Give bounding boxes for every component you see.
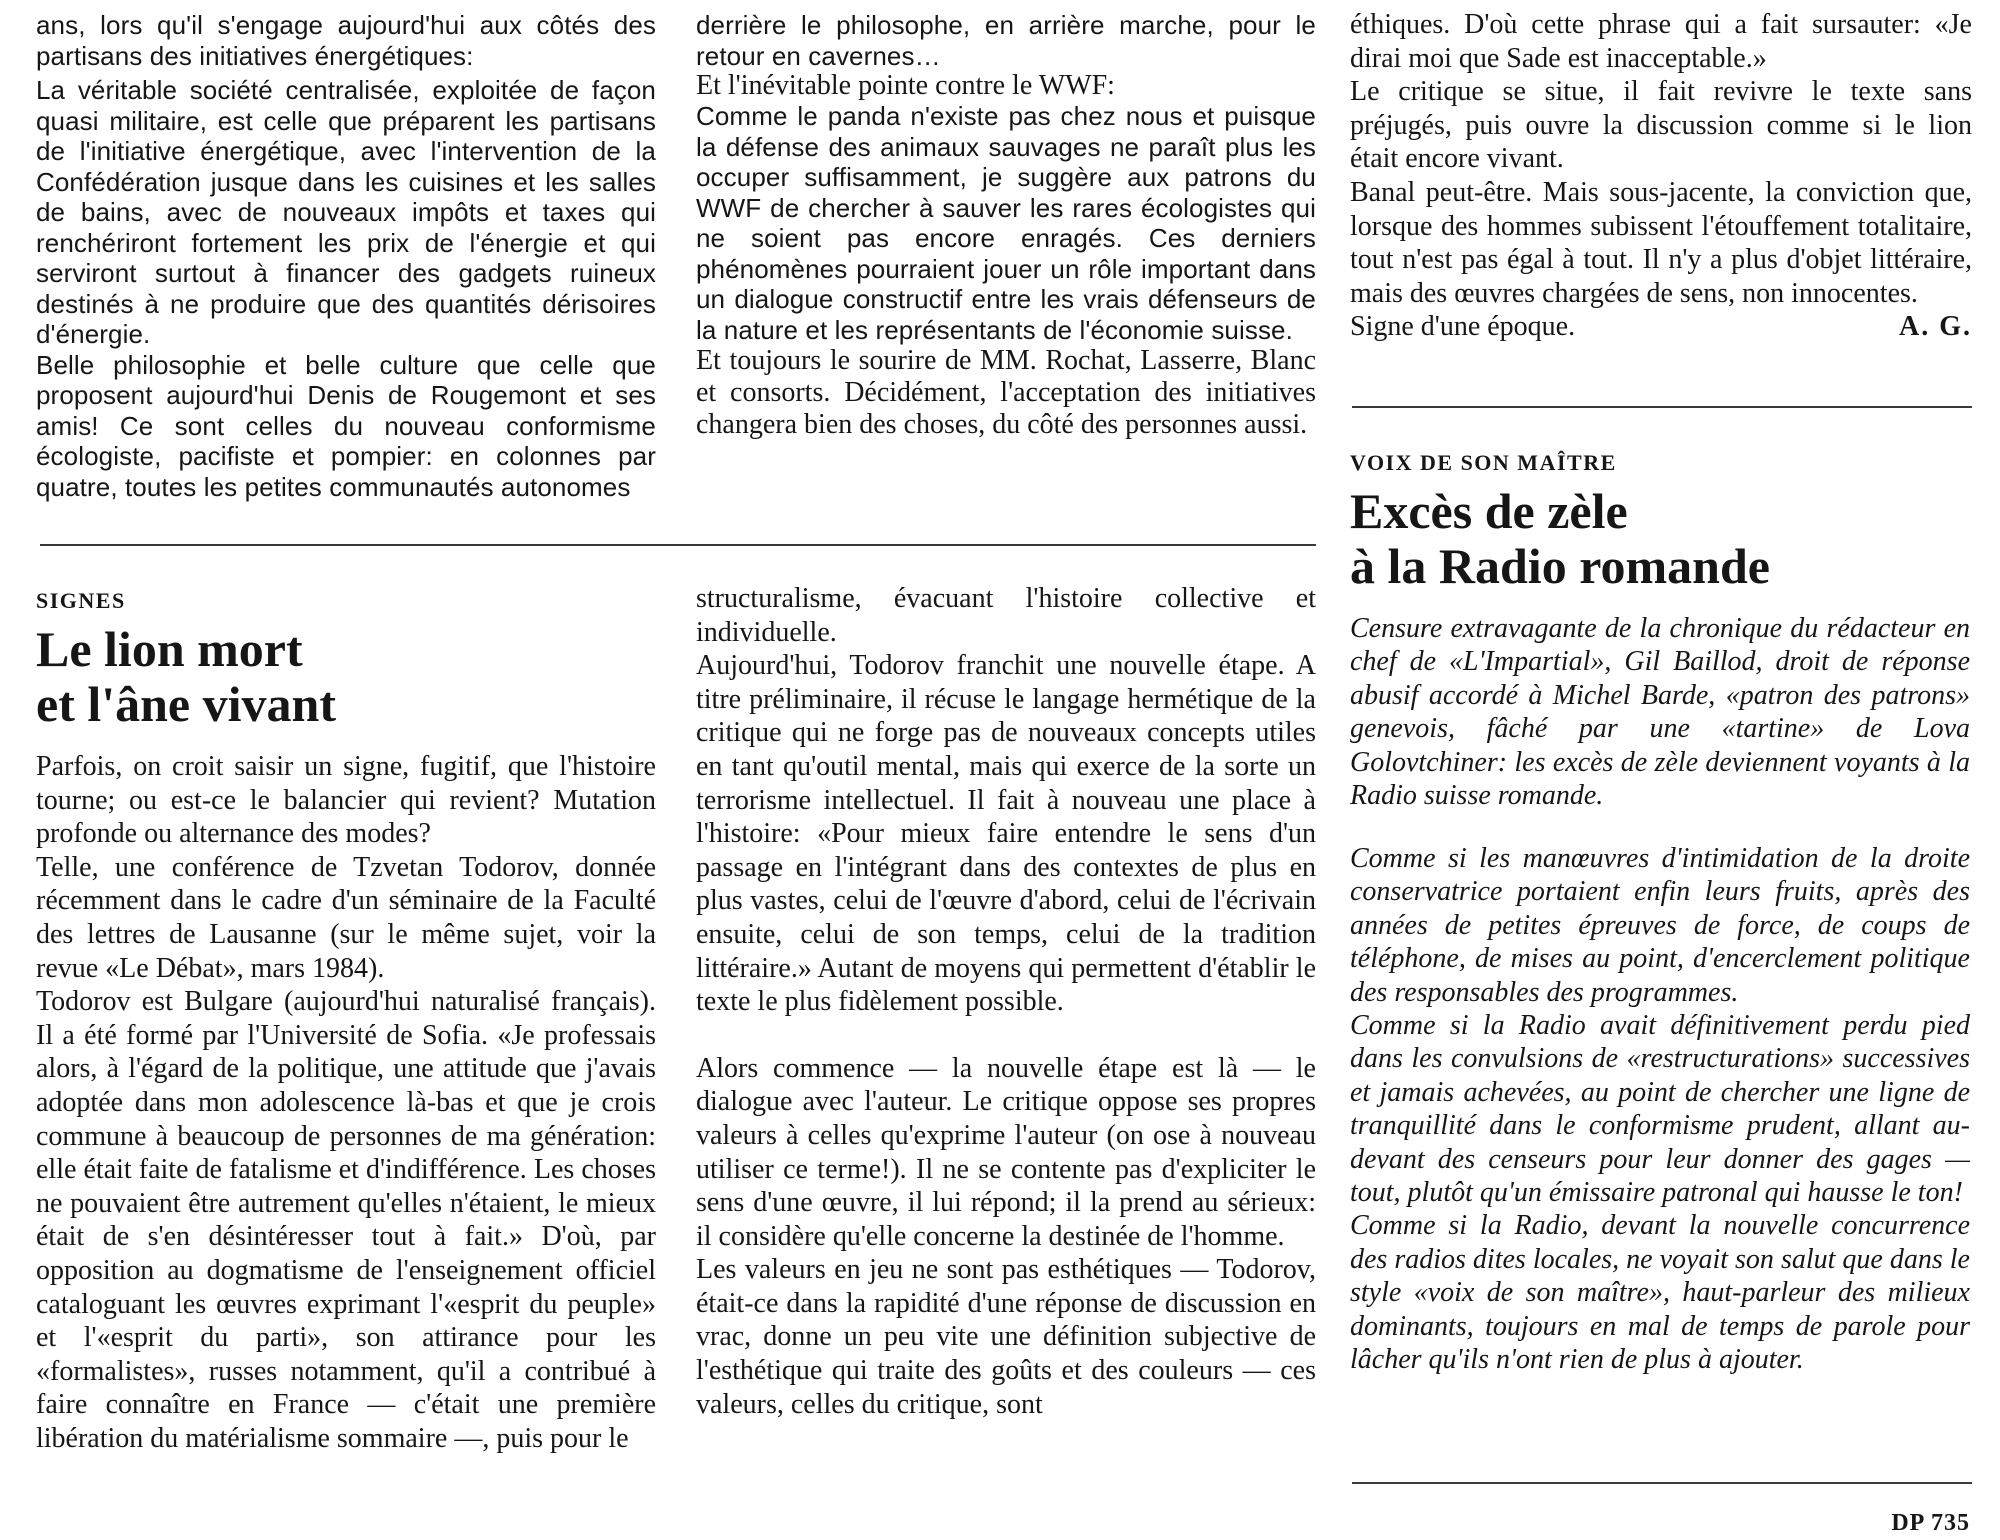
headline-line: à la Radio romande — [1350, 538, 1770, 594]
paragraph: Belle philosophie et belle culture que celle que proposent aujourd'hui Denis de Rougemont et ses amis! Ce sont celles du nouveau conformisme écologiste, pacifiste et pompier: en colonnes par quatre, toutes les petites communautés autonomes — [36, 349, 656, 502]
paragraph: Comme le panda n'existe pas chez nous et puisque la défense des animaux sauvages ne paraît plus les occuper suffisamment, je suggère aux patrons du WWF de chercher à sauver les rares écologistes qui ne soient pas encore enragés. Ces derniers phénomènes pourraient jouer un rôle important dans un dialogue constructif entre les vrais défenseurs de la nature et les représentants de l'économie suisse. — [696, 101, 1316, 345]
paragraph: Aujourd'hui, Todorov franchit une nouvelle étape. A titre préliminaire, il récuse le langage hermétique de la critique qui ne forge pas de nouveaux concepts utiles en tant qu'outil mental, mais qui exerce de la sorte un terrorisme intellectuel. Il fait à nouveau une place à l'histoire: «Pour mieux faire entendre le sens d'un passage en l'intégrant dans des contextes de plus en plus vastes, celui de l'œuvre d'abord, celui de l'écrivain ensuite, celui de son temps, celui de la tradition littéraire.» Autant de moyens qui permettent d'établir le texte le plus fidèlement possible. — [696, 650, 1316, 1018]
paragraph: Comme si la Radio, devant la nouvelle concurrence des radios dites locales, ne voyait son salut que dans le style «voix de son maître», haut-parleur des milieux dominants, toujours en mal de temps de parole pour lâcher qu'ils n'ont rien de plus à ajouter. — [1350, 1210, 1970, 1376]
paragraph: Le critique se situe, il fait revivre le texte sans préjugés, puis ouvre la discussion comme si le lion était encore vivant. — [1350, 76, 1972, 175]
paragraph: derrière le philosophe, en arrière marche, pour le retour en cavernes… — [696, 10, 1316, 71]
headline-line: Le lion mort — [36, 621, 303, 677]
paragraph: Et toujours le sourire de MM. Rochat, Lasserre, Blanc et consorts. Décidément, l'acceptation des initiatives changera bien des choses, du côté des personnes aussi. — [696, 345, 1316, 440]
paragraph: Alors commence — la nouvelle étape est là — le dialogue avec l'auteur. Le critique oppose ses propres valeurs à celles qu'exprime l'auteur (on ose à nouveau utiliser ce terme!). Il ne se contente pas d'expliciter le sens d'une œuvre, il lui répond; il la prend au sérieux: il considère qu'elle concerne la destinée de l'homme. — [696, 1052, 1316, 1252]
lead-paragraph: Censure extravagante de la chronique du rédacteur en chef de «L'Impartial», Gil Baillod, droit de réponse abusif accordé à Michel Barde, «patron des patrons» genevois, fâché par une «tartine» de Lova Golovtchiner: les excès de zèle deviennent voyants à la Radio suisse romande. — [1350, 613, 1970, 812]
rule-cols12 — [40, 544, 1316, 546]
paragraph: Banal peut-être. Mais sous-jacente, la conviction que, lorsque des hommes subissent l'étouffement totalitaire, tout n'est pas égal à tout. Il n'y a plus d'objet littéraire, mais des œuvres chargées de sens, non innocentes. — [1350, 176, 1972, 309]
paragraph: Comme si les manœuvres d'intimidation de la droite conservatrice portaient enfin leurs fruits, après des années de petites épreuves de force, de coups de téléphone, de mises au point, d'encerclement politique des responsables des programmes. — [1350, 843, 1970, 1008]
closing-sentence: Signe d'une époque. — [1350, 311, 1576, 343]
article3-lead — [1350, 612, 1970, 812]
paragraph: Et l'inévitable pointe contre le WWF: — [696, 70, 1115, 101]
col3-top-text — [1350, 8, 1972, 344]
rule-col3-bottom — [1352, 1482, 1972, 1484]
paragraph: La véritable société centralisée, exploitée de façon quasi militaire, est celle que préparent les partisans de l'initiative énergétique, avec l'intervention de la Confédération jusque dans les cuisines et les salles de bains, avec de nouveaux impôts et taxes qui renchériront fortement les prix de l'énergie et qui serviront surtout à financer des gadgets ruineux destinés à ne produire que des quantités dérisoires d'énergie. — [36, 75, 656, 349]
headline-line: Excès de zèle — [1350, 483, 1628, 539]
author-initials: A. G. — [1899, 311, 1972, 343]
col2-top-text — [696, 10, 1316, 441]
article-headline — [36, 622, 336, 732]
page-folio: DP 735 — [1891, 1510, 1970, 1536]
headline-line: et l'âne vivant — [36, 676, 336, 732]
signature-line — [1350, 310, 1972, 344]
article-headline — [1350, 484, 1770, 594]
paragraph: Telle, une conférence de Tzvetan Todorov, donnée récemment dans le cadre d'un séminaire de la Faculté des lettres de Lausanne (sur le même sujet, voir la revue «Le Débat», mars 1984). — [36, 851, 656, 984]
article3-body — [1350, 842, 1970, 1377]
article2-col1 — [36, 750, 656, 1455]
article2-col2 — [696, 582, 1316, 1421]
col1-top-text — [36, 10, 656, 502]
paragraph: Les valeurs en jeu ne sont pas esthétiques — Todorov, était-ce dans la rapidité d'une réponse de discussion en vrac, donne un peu vite une définition subjective de l'esthétique qui traite des goûts et des couleurs — ces valeurs, celles du critique, sont — [696, 1254, 1316, 1420]
paragraph: Comme si la Radio avait définitivement perdu pied dans les convulsions de «restructurations» successives et jamais achevées, au point de chercher une ligne de tranquillité dans le conformisme prudent, allant au-devant des censeurs pour leur donner des gages — tout, plutôt qu'un émissaire patronal qui hausse le ton! — [1350, 1010, 1970, 1209]
paragraph: éthiques. D'où cette phrase qui a fait sursauter: «Je dirai moi que Sade est inacceptable.» — [1350, 9, 1972, 74]
section-rubric: SIGNES — [36, 588, 126, 613]
paragraph: structuralisme, évacuant l'histoire collective et individuelle. — [696, 583, 1316, 648]
paragraph: Parfois, on croit saisir un signe, fugitif, que l'histoire tourne; ou est-ce le balancier qui revient? Mutation profonde ou alternance des modes? — [36, 751, 656, 850]
rule-col3-top — [1352, 406, 1972, 408]
paragraph: ans, lors qu'il s'engage aujourd'hui aux côtés des partisans des initiatives énergétiques: — [36, 10, 656, 71]
section-rubric: VOIX DE SON MAÎTRE — [1350, 450, 1617, 475]
paragraph: Todorov est Bulgare (aujourd'hui naturalisé français). Il a été formé par l'Université de Sofia. «Je professais alors, à l'égard de la politique, une attitude que j'avais adoptée dans mon adolescence là-bas et que je crois commune à beaucoup de personnes de ma génération: elle était faite de fatalisme et d'indifférence. Les choses ne pouvaient être autrement qu'elles n'étaient, le mieux était de s'en désintéresser tout à fait.» D'où, par opposition au dogmatisme de l'enseignement officiel cataloguant les œuvres exprimant l'«esprit du peuple» et l'«esprit du parti», son attirance pour les «formalistes», russes notamment, qu'il a contribué à faire connaître en France — c'était une première libération du matérialisme sommaire —, puis pour le — [36, 986, 656, 1454]
